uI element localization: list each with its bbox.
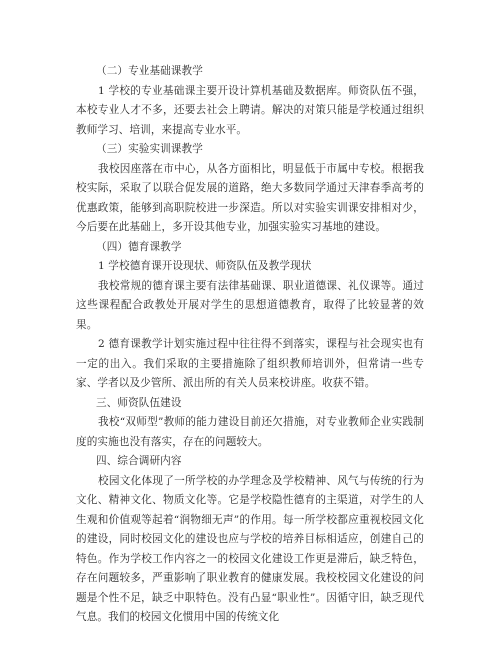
document-body xyxy=(76,62,424,628)
section-heading-teaching-staff: 三、师资队伍建设 xyxy=(96,396,182,409)
section-heading-research: 四、综合调研内容 xyxy=(96,455,182,467)
paragraph-teaching-staff: 我校“双师型”教师的能力建设目前还欠措施，对专业教师企业实践制度的实施也没有落实，存在的问题较大。 xyxy=(76,416,424,448)
paragraph-moral-implementation: 2 德育课教学计划实施过程中往往得不到落实，课程与社会现实也有一定的出入。我们采取的主要措施除了组织教师培训外，但常请一些专家、学者以及少管所、派出所的有关人员来校讲座。收获不错。 xyxy=(76,338,424,389)
paragraph-moral-courses: 我校常规的德育课主要有法律基础课、职业道德课、礼仪课等。通过这些课程配合政教处开展对学生的思想道德教育，取得了比较显著的效果。 xyxy=(76,279,424,331)
paragraph-lab-training: 我校因座落在市中心，从各方面相比，明显低于市属中专校。根据我校实际，采取了以联合促发展的道路，绝大多数同学通过天津春季高考的优惠政策，能够到高职院校进一步深造。所以对实验实训课安排相对少，今后要在此基础上，多开设其他专业，加强实验实习基地的建设。 xyxy=(76,162,424,233)
section-heading-moral-education: （四）德育课教学 xyxy=(96,240,182,253)
section-heading-lab-training: （三）实验实训课教学 xyxy=(96,143,203,155)
section-heading-basic-courses: （二）专业基础课教学 xyxy=(96,65,203,77)
paragraph-campus-culture: 校园文化体现了一所学校的办学理念及学校精神、风气与传统的行为文化、精神文化、物质文化等。它是学校隐性德育的主渠道，对学生的人生观和价值观等起着“润物细无声”的作用。每一所学校都应重视校园文化的建设，同时校园文化的建设也应与学校的培养目标相适应，创建自己的特色。作为学校工作内容之一的校园文化建设工作更是滞后，缺乏特色，存在问题较多，严重影响了职业教育的健康发展。我校校园文化建设的问题是个性不足，缺乏中职特色。没有凸显“职业性”。因循守旧，缺乏现代气息。我们的校园文化惯用中国的传统文化 xyxy=(76,474,424,623)
paragraph-moral-status-title: 1 学校德育课开设现状、师资队伍及教学现状 xyxy=(98,260,312,272)
paragraph-basic-courses: 1 学校的专业基础课主要开设计算机基础及数据库。师资队伍不强，本校专业人才不多，还要去社会上聘请。解决的对策只能是学校通过组织教师学习、培训，来提高专业水平。 xyxy=(76,84,424,136)
